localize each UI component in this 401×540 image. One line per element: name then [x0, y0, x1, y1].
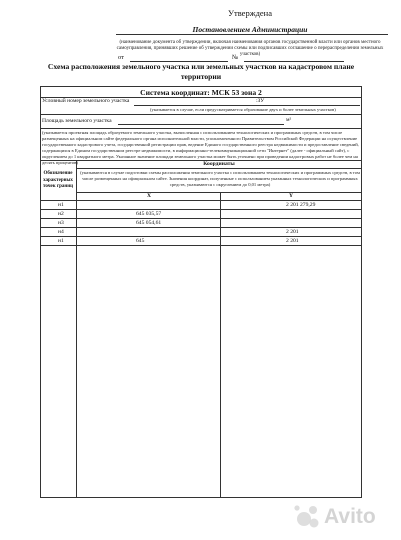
plot-number-underline — [134, 105, 360, 106]
plot-number-label: Условный номер земельного участка — [42, 98, 130, 104]
row-3-point: н3 — [58, 220, 64, 226]
row-divider — [40, 227, 362, 228]
row-1-y: 2 201 279,29 — [286, 202, 316, 208]
row-5-y: 2 201 — [286, 238, 299, 244]
row-2-point: н2 — [58, 211, 64, 217]
watermark — [292, 502, 398, 530]
date-from-label: от — [118, 54, 125, 61]
row-1-point: н1 — [58, 202, 64, 208]
area-underline — [118, 124, 284, 125]
resolution-note: (наименование документа об утверждении, включая наименования органов государственной власти или органов местного самоуправления, принявших решение об утверждении схемы или подписавших соглашение о перераспределении земельных участков) — [116, 40, 384, 58]
row-divider — [40, 200, 362, 201]
area-label: Площадь земельного участка — [42, 118, 112, 124]
points-header: Обозначение характерных точек границ — [42, 171, 74, 190]
col-divider-left — [76, 160, 77, 498]
row-2-x: 645 035,57 — [136, 211, 162, 217]
approved-label: Утверждена — [227, 8, 272, 18]
row-5-x: 645 — [136, 238, 145, 244]
row-divider — [40, 114, 362, 115]
col-divider-xy — [220, 192, 221, 498]
col-y-header: Y — [288, 193, 294, 199]
coordinate-system: Система координат: МСК 53 зона 2 — [140, 88, 262, 97]
col-x-header: X — [146, 193, 152, 199]
row-5-point: н1 — [58, 238, 64, 244]
row-3-x: 645 054,61 — [136, 220, 162, 226]
resolution-underline — [116, 34, 388, 35]
row-divider — [40, 128, 362, 129]
plot-number-note: (указывается в случае, если предусматривается образование двух и более земельных участков) — [150, 107, 336, 112]
coordinates-note: (указываются в случае подготовки схемы расположения земельного участка с использованием технологических и программных средств, в том числе размещенных на официальном сайте. Значения координат, полученные с использованием указанных технологических и программных средств, указываются с округлением до 0,01 метра) — [80, 170, 360, 187]
resolution-label: Постановлением Администрации — [192, 25, 308, 34]
area-unit: м² — [286, 117, 292, 123]
row-4-point: н4 — [58, 229, 64, 235]
number-label: № — [232, 54, 239, 61]
area-note: (указывается проектная площадь образуемого земельного участка, вычисленная с использованием технологических и программных средств, в том числе размещенных на официальном сайте федерального органа исполнительной власти, уполномоченного Правительством Российской Федерации на осуществление государственного кадастрового учета, государственной регистрации прав, ведение Единого государственного реестра недвижимости и предоставление сведений, содержащихся в Едином государственном реестре недвижимости, в информационно-телекоммуникационной сети "Интернет" (далее - официальный сайт), с округлением до 1 квадратного метра. Указанное значение площади земельного участка может быть уточнено при проведении кадастровых работ не более чем на десять процентов) — [42, 130, 359, 166]
row-divider — [40, 218, 362, 219]
watermark-brand: Avito — [324, 505, 376, 528]
row-divider — [40, 209, 362, 210]
plot-number-value: :ЗУ — [256, 98, 265, 104]
document-title: Схема расположения земельного участка или земельных участков на кадастровом плане территории — [47, 62, 355, 81]
coordinates-header: Координаты — [203, 161, 235, 167]
row-divider — [40, 236, 362, 237]
row-divider — [76, 168, 362, 169]
row-4-y: 2 201 — [286, 229, 299, 235]
row-divider — [40, 245, 362, 246]
